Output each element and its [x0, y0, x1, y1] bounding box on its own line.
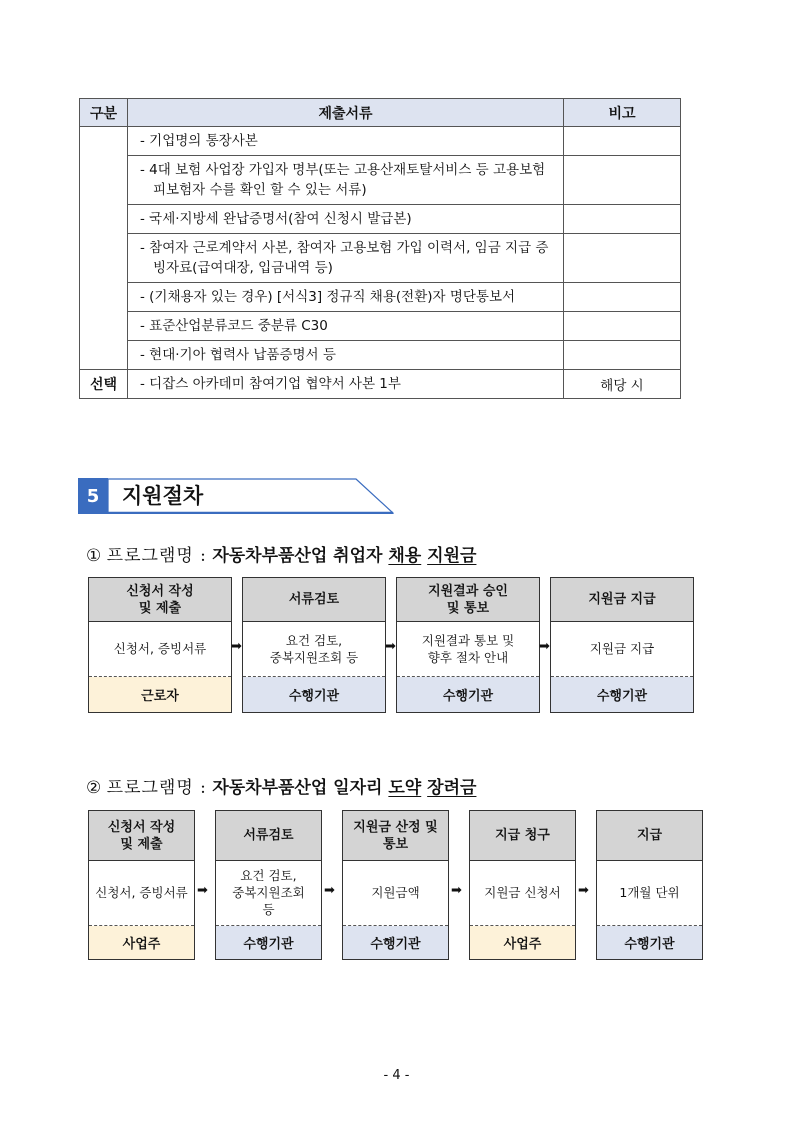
flow-step-body: 1개월 단위 [597, 860, 702, 926]
flow-step-title: 지급 [597, 811, 702, 861]
flow-step [242, 577, 386, 713]
document-item: - 4대 보험 사업장 가입자 명부(또는 고용산재토탈서비스 등 고용보험 피보험자 수를 확인 할 수 있는 서류) [128, 156, 564, 205]
flow-step-owner: 사업주 [89, 926, 194, 959]
program-1-name: 자동차부품산업 취업자 채용 지원금 [212, 546, 477, 566]
flow-arrow-icon: ➡ [451, 882, 462, 898]
documents-table [79, 98, 681, 399]
flow-step [215, 810, 322, 960]
flow-step-title: 지원결과 승인 및 통보 [397, 578, 539, 622]
flow-step-title: 신청서 작성 및 제출 [89, 811, 194, 861]
flow-step-owner: 수행기관 [243, 677, 385, 712]
program-2-heading [86, 773, 476, 798]
flow-arrow-icon: ➡ [578, 882, 589, 898]
program-1-bullet: ① [86, 546, 102, 566]
document-item: - 기업명의 통장사본 [128, 127, 564, 156]
flow-step-title: 신청서 작성 및 제출 [89, 578, 231, 622]
flow-step [342, 810, 449, 960]
note-cell [564, 312, 681, 341]
flow-step [396, 577, 540, 713]
program-1-label: 프로그램명 : [106, 546, 207, 566]
flow-step-owner: 사업주 [470, 926, 575, 959]
flow-step [596, 810, 703, 960]
table-row [80, 127, 681, 156]
flow-step-owner: 근로자 [89, 677, 231, 712]
flow-arrow-icon: ➡ [385, 638, 396, 654]
table-row [80, 156, 681, 205]
flow-arrow-icon: ➡ [539, 638, 550, 654]
page-number: - 4 - [383, 1068, 410, 1083]
note-cell [564, 127, 681, 156]
flow-step-body: 지원금 지급 [551, 621, 693, 677]
flow-step-body: 지원결과 통보 및 향후 절차 안내 [397, 621, 539, 677]
flow-step-title: 지원금 지급 [551, 578, 693, 622]
flow-step-owner: 수행기관 [597, 926, 702, 959]
section-header [78, 478, 394, 514]
flow-step-title: 지원금 산정 및 통보 [343, 811, 448, 861]
flow-step [88, 810, 195, 960]
flow-step-body: 요건 검토, 중복지원조회 등 [243, 621, 385, 677]
flow-arrow-icon: ➡ [324, 882, 335, 898]
flow-step-body: 지원금액 [343, 860, 448, 926]
program-2-bullet: ② [86, 778, 102, 798]
program-2-name: 자동차부품산업 일자리 도약 장려금 [212, 778, 477, 798]
flow-step-body: 신청서, 증빙서류 [89, 860, 194, 926]
flow-arrow-icon: ➡ [197, 882, 208, 898]
flow-step-owner: 수행기관 [216, 926, 321, 959]
table-row [80, 234, 681, 283]
table-header-row [80, 99, 681, 127]
flow-step [469, 810, 576, 960]
flow-step-owner: 수행기관 [343, 926, 448, 959]
flow-step-owner: 수행기관 [551, 677, 693, 712]
header-documents: 제출서류 [128, 99, 564, 127]
flow-step-title: 지급 청구 [470, 811, 575, 861]
flow-step-owner: 수행기관 [397, 677, 539, 712]
table-row-optional [80, 370, 681, 399]
category-cell-required [80, 127, 128, 370]
section-number: 5 [78, 478, 108, 514]
document-item: - 국세·지방세 완납증명서(참여 신청시 발급본) [128, 205, 564, 234]
document-item: - 표준산업분류코드 중분류 C30 [128, 312, 564, 341]
category-cell-optional: 선택 [80, 370, 128, 399]
flow-arrow-icon: ➡ [231, 638, 242, 654]
header-category: 구분 [80, 99, 128, 127]
note-cell: 해당 시 [564, 370, 681, 399]
program-2-label: 프로그램명 : [106, 778, 207, 798]
table-row [80, 205, 681, 234]
flow-step [88, 577, 232, 713]
flow-step-body: 지원금 신청서 [470, 860, 575, 926]
flow-step-body: 신청서, 증빙서류 [89, 621, 231, 677]
note-cell [564, 341, 681, 370]
note-cell [564, 205, 681, 234]
flow-step-title: 서류검토 [216, 811, 321, 861]
flow-step-body: 요건 검토, 중복지원조회 등 [216, 860, 321, 926]
document-item: - 디잡스 아카데미 참여기업 협약서 사본 1부 [128, 370, 564, 399]
table-row [80, 341, 681, 370]
section-title: 지원절차 [122, 484, 204, 508]
header-note: 비고 [564, 99, 681, 127]
document-item: - (기채용자 있는 경우) [서식3] 정규직 채용(전환)자 명단통보서 [128, 283, 564, 312]
note-cell [564, 156, 681, 205]
table-row [80, 312, 681, 341]
program-1-heading [86, 541, 476, 566]
document-item: - 참여자 근로계약서 사본, 참여자 고용보험 가입 이력서, 임금 지급 증빙자료(급여대장, 입금내역 등) [128, 234, 564, 283]
note-cell [564, 283, 681, 312]
flow-step [550, 577, 694, 713]
document-item: - 현대·기아 협력사 납품증명서 등 [128, 341, 564, 370]
flow-step-title: 서류검토 [243, 578, 385, 622]
note-cell [564, 234, 681, 283]
table-row [80, 283, 681, 312]
